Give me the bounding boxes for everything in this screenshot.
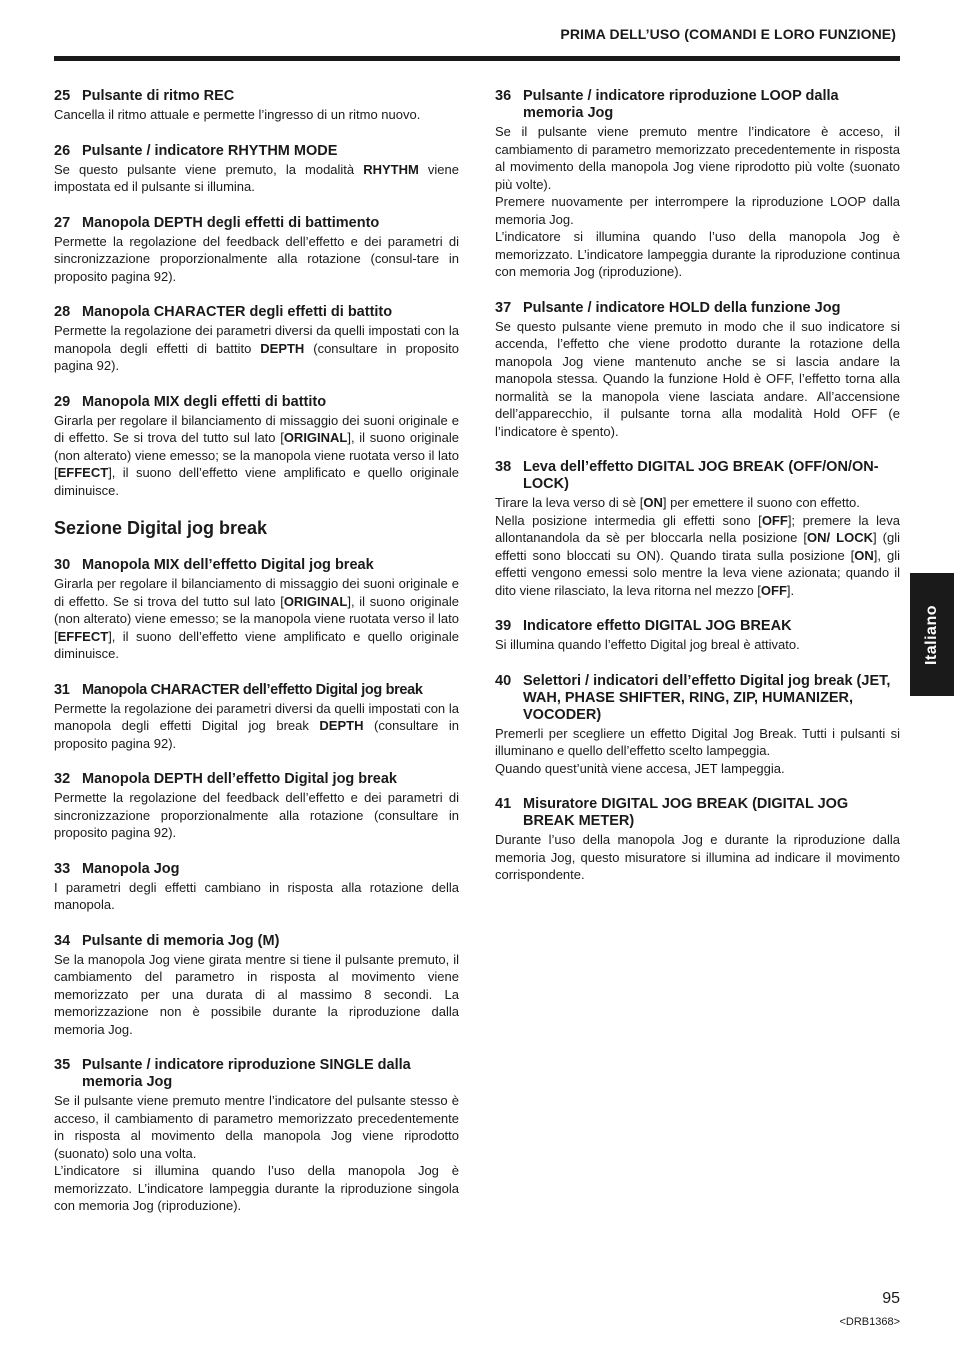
body-text: ], il suono dell’effetto viene amplificato e quello originale diminuisce.: [54, 465, 459, 498]
body-text: Girarla per regolare il bilanciamento di missaggio dei suoni originale e di effetto. Se si trova del tutto sul lato [: [54, 576, 459, 609]
item-title: Manopola DEPTH degli effetti di battimento: [82, 214, 380, 231]
item-title: Leva dell’effetto DIGITAL JOG BREAK (OFF/ON/ON-LOCK): [523, 459, 879, 492]
item-33: [54, 861, 459, 914]
item-number: 28: [54, 304, 71, 320]
language-tab-label: Italiano: [923, 604, 940, 665]
item-38: [495, 459, 900, 599]
item-29: [54, 394, 459, 500]
item-39: [495, 618, 900, 654]
item-25: [54, 88, 459, 124]
item-body: [54, 322, 459, 375]
item-body: Permette la regolazione del feedback dell’effetto e dei parametri di sincronizzazione proporzionalmente alla rotazione (consultare in proposito pagina 92).: [54, 790, 459, 840]
body-text: Nella posizione intermedia gli effetti sono [: [495, 512, 762, 528]
item-number: 37: [495, 299, 512, 316]
body-text: ] (gli effetti sono bloccati su ON). Quando tirata sulla posizione [: [495, 530, 900, 563]
item-title: Pulsante di ritmo REC: [82, 88, 235, 104]
item-title: Manopola CHARACTER dell’effetto Digital jog break: [82, 681, 423, 698]
item-title: Manopola MIX degli effetti di battito: [82, 393, 327, 410]
body-bold: EFFECT: [57, 465, 109, 480]
item-27: [54, 215, 459, 286]
item-title: Pulsante / indicatore RHYTHM MODE: [82, 142, 338, 159]
item-number: 32: [54, 771, 71, 787]
item-title: Selettori / indicatori dell’effetto Digital jog break (JET, WAH, PHASE SHIFTER, RING, ZIP, HUMANIZER, VOCODER): [523, 672, 891, 723]
item-number: 30: [54, 557, 71, 573]
item-body: [495, 512, 900, 600]
body-text: ], il suono originale (non alterato) viene emesso; se la manopola viene ruotata verso il lato [: [54, 593, 459, 644]
body-bold: ON: [854, 547, 874, 563]
item-body: Permette la regolazione del feedback dell’effetto e dei parametri di sincronizzazione proporzionalmente alla rotazione (consul-tare in proposito pagina 92).: [54, 233, 459, 284]
item-title: Pulsante / indicatore riproduzione LOOP dalla memoria Jog: [523, 88, 839, 121]
left-column: [54, 88, 459, 1234]
body-text: Permette la regolazione dei parametri diversi da quelli impostati con la manopola degli effetti di battito: [54, 323, 459, 356]
item-number: 38: [495, 459, 512, 475]
item-number: 41: [495, 796, 512, 812]
item-body: L’indicatore si illumina quando l’uso della manopola Jog è memorizzato. L’indicatore lampeggia durante la riproduzione singola con memoria Jog (riproduzione).: [54, 1163, 459, 1213]
item-body: Premere nuovamente per interrompere la riproduzione LOOP dalla memoria Jog.: [495, 194, 900, 227]
item-number: 29: [54, 393, 71, 410]
item-body: [54, 575, 459, 663]
body-bold: OFF: [760, 582, 787, 598]
item-body: Se questo pulsante viene premuto in modo che il suo indicatore si accenda, l’effetto che viene prodotto durante la rotazione della manopola Jog viene mantenuto anche se si lascia andare la manopola stessa. Quando la funzione Hold è OFF, l’effetto torna alla normalità se la manopola viene lasciata andare. All’accensione dell’apparecchio, il pulsante torna alla modalità Hold OFF (e l’indicatore è spento).: [495, 318, 900, 439]
body-text: ], gli effetti vengono emessi solo mentre la leva viene azionata; quando il dito viene rilasciato, la leva ritorna nel mezzo [: [495, 547, 900, 598]
item-number: 27: [54, 214, 71, 231]
item-number: 26: [54, 142, 71, 159]
item-number: 25: [54, 88, 71, 104]
body-text: Se questo pulsante viene premuto, la modalità: [54, 161, 364, 177]
item-number: 34: [54, 932, 71, 949]
item-body: Durante l’uso della manopola Jog e durante la riproduzione dalla memoria Jog, questo misuratore si illumina ad indicare il movimento corrispondente.: [495, 832, 900, 882]
item-26: [54, 143, 459, 196]
item-30: [54, 557, 459, 663]
body-bold: OFF: [761, 512, 788, 528]
body-text: ].: [786, 582, 795, 598]
item-number: 40: [495, 672, 512, 689]
item-number: 39: [495, 618, 512, 634]
body-text: viene impostata ed il pulsante si illumina.: [54, 161, 459, 194]
item-28: [54, 304, 459, 375]
item-number: 33: [54, 860, 71, 877]
item-body: [54, 161, 459, 196]
section-title: Sezione Digital jog break: [54, 518, 268, 538]
body-bold: ORIGINAL: [283, 593, 348, 609]
item-body: Si illumina quando l’effetto Digital jog breal è attivato.: [495, 637, 800, 652]
item-title: Pulsante / indicatore riproduzione SINGLE dalla memoria Jog: [82, 1057, 411, 1090]
item-body: Quando quest’unità viene accesa, JET lampeggia.: [495, 760, 785, 776]
body-bold: ON: [643, 495, 663, 510]
page-number: 95: [882, 1290, 900, 1307]
body-text: ], il suono dell’effetto viene amplificato e quello originale diminuisce.: [54, 628, 459, 661]
item-body: Se la manopola Jog viene girata mentre si tiene il pulsante premuto, il cambiamento del parametro in risposta al movimento viene memorizzato per una durata di al massimo 8 secondi. La memorizzazione non è possibile durante la riproduzione dalla memoria Jog.: [54, 951, 459, 1037]
item-body: [54, 412, 459, 500]
item-35: [54, 1057, 459, 1215]
body-text: ]; premere la leva allontanandola da sè per bloccarla nella posizione [: [495, 512, 901, 545]
item-title: Pulsante di memoria Jog (M): [82, 932, 280, 949]
item-title: Manopola DEPTH dell’effetto Digital jog break: [82, 771, 397, 787]
item-number: 31: [54, 681, 70, 698]
body-text: ] per emettere il suono con effetto.: [662, 495, 860, 510]
item-body: L’indicatore si illumina quando l’uso della manopola Jog è memorizzato. L’indicatore lampeggia durante la riproduzione continua con memoria Jog (riproduzione).: [495, 229, 900, 279]
header-rule: [54, 56, 900, 61]
item-body: Cancella il ritmo attuale e permette l’ingresso di un ritmo nuovo.: [54, 107, 421, 122]
item-32: [54, 771, 459, 842]
body-bold: EFFECT: [57, 628, 109, 644]
body-text: Girarla per regolare il bilanciamento di missaggio dei suoni originale e di effetto. Se si trova del tutto sul lato [: [54, 412, 459, 445]
body-bold: DEPTH: [260, 340, 305, 356]
language-tab: [910, 573, 954, 696]
right-column: [495, 88, 900, 903]
item-body: Se il pulsante viene premuto mentre l’indicatore del pulsante stesso è acceso, il cambiamento di parametro memorizzato precedentemente in risposta al movimento della manopola Jog viene riprodotto (suonato) solo una volta.: [54, 1093, 459, 1161]
item-number: 36: [495, 88, 512, 104]
item-title: Manopola Jog: [82, 860, 180, 877]
item-37: [495, 300, 900, 441]
item-body: Premerli per scegliere un effetto Digital Jog Break. Tutti i pulsanti si illuminano e quello dell’effetto scelto lampeggia.: [495, 725, 900, 758]
body-text: ], il suono originale (non alterato) viene emesso; se la manopola viene ruotata verso il lato [: [54, 430, 459, 480]
body-text: (consultare in proposito pagina 92).: [54, 718, 459, 751]
body-bold: ON/ LOCK: [806, 530, 873, 545]
body-bold: RHYTHM: [363, 161, 419, 177]
body-text: Permette la regolazione dei parametri diversi da quelli impostati con la manopola degli effetti Digital jog break: [54, 700, 459, 733]
body-bold: DEPTH: [319, 718, 364, 733]
item-34: [54, 933, 459, 1039]
item-41: [495, 796, 900, 884]
item-title: Misuratore DIGITAL JOG BREAK (DIGITAL JOG BREAK METER): [523, 796, 849, 829]
item-36: [495, 88, 900, 281]
item-title: Indicatore effetto DIGITAL JOG BREAK: [523, 618, 792, 634]
item-title: Manopola MIX dell’effetto Digital jog break: [82, 557, 374, 573]
body-text: Tirare la leva verso di sè [: [495, 495, 644, 510]
item-40: [495, 673, 900, 778]
item-body: Se il pulsante viene premuto mentre l’indicatore è acceso, il cambiamento di parametro memorizzato precedentemente in risposta al movimento della manopola Jog viene riprodotto più volte (suonato più volte).: [495, 124, 900, 192]
item-body: [54, 700, 459, 753]
page-header-title: PRIMA DELL’USO (COMANDI E LORO FUNZIONE): [560, 26, 896, 42]
item-number: 35: [54, 1057, 71, 1073]
document-code: <DRB1368>: [839, 1316, 900, 1328]
body-text: (consultare in proposito pagina 92).: [54, 340, 459, 373]
item-body: I parametri degli effetti cambiano in risposta alla rotazione della manopola.: [54, 879, 459, 912]
item-body: [495, 494, 900, 512]
item-title: Pulsante / indicatore HOLD della funzione Jog: [523, 299, 841, 316]
item-title: Manopola CHARACTER degli effetti di battito: [82, 304, 393, 320]
item-31: [54, 682, 459, 753]
body-bold: ORIGINAL: [283, 430, 348, 445]
